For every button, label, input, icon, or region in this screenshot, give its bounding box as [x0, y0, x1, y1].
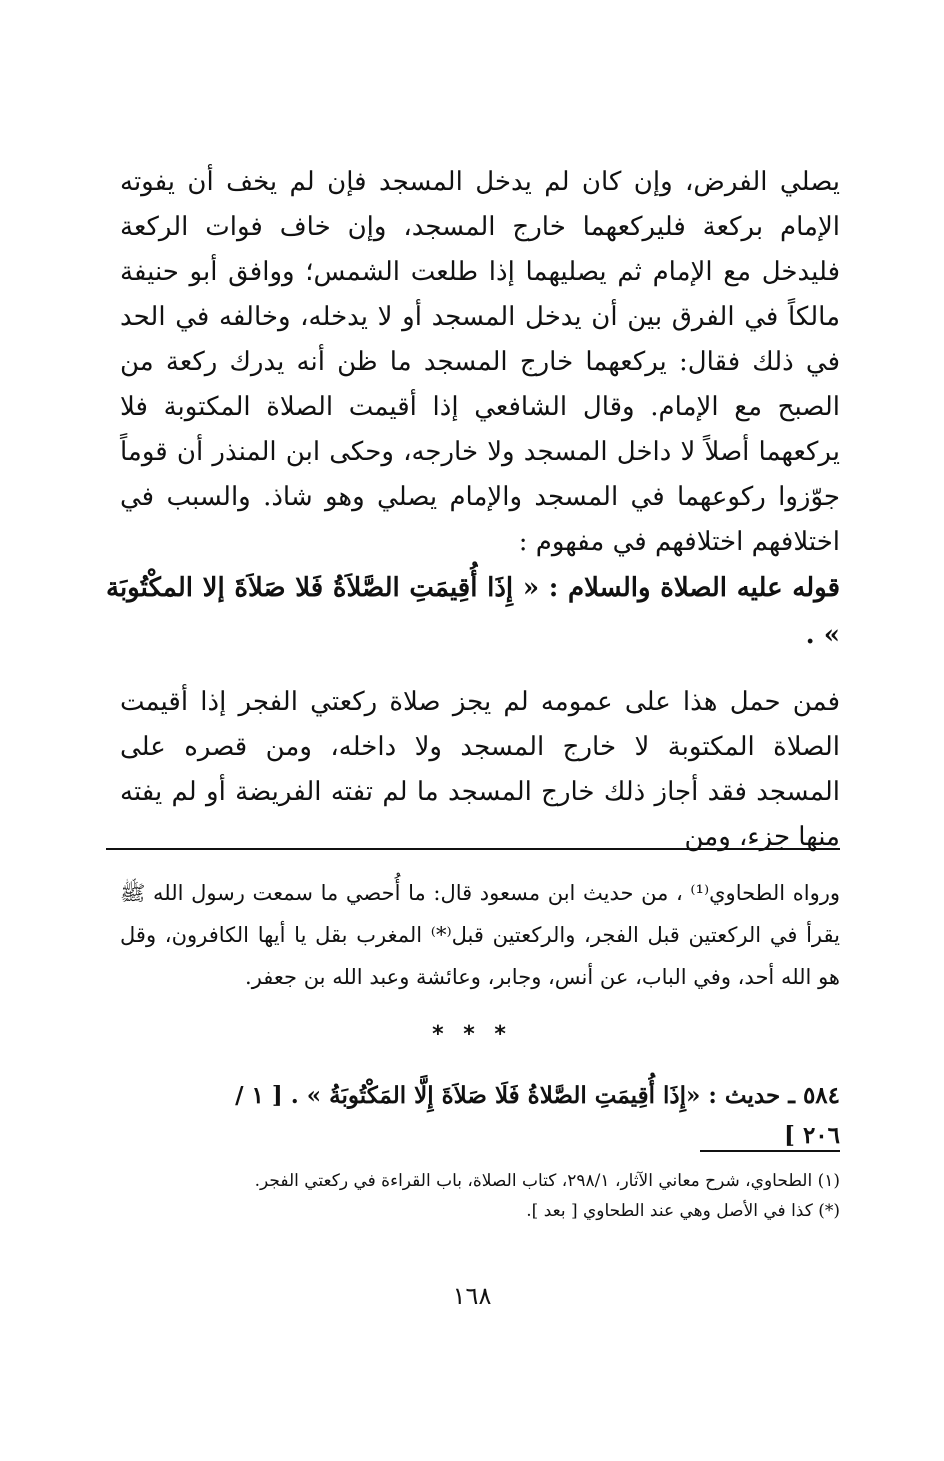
- footnotes: [150, 1166, 840, 1226]
- hadith-quote: قوله عليه الصلاة والسلام : « إِذَا أُقِيمَتِ الصَّلاَةُ فَلا صَلاَةَ إلا المكْتُوبَة » .: [106, 573, 840, 650]
- continuation-paragraph: فمن حمل هذا على عمومه لم يجز صلاة ركعتي الفجر إذا أقيمت الصلاة المكتوبة لا خارج المسجد ولا داخله، ومن قصره على المسجد فقد أجاز ذلك خارج المسجد ما لم تفته الفريضة أو لم يفته منها جزء، ومن: [120, 687, 840, 852]
- section-divider: [106, 848, 840, 850]
- page-number: ١٦٨: [452, 1282, 492, 1310]
- main-paragraph: يصلي الفرض، وإن كان لم يدخل المسجد فإن لم يخف أن يفوته الإمام بركعة فليركعهما خارج المسجد، وإن خاف فوات الركعة فليدخل مع الإمام ثم يصليهما إذا طلعت الشمس؛ ووافق أبو حنيفة مالكاً في الفرق بين أن يدخل المسجد أو لا يدخله، وخالفه في الحد في ذلك فقال: يركعهما خارج المسجد ما ظن أنه يدرك ركعة من الصبح مع الإمام. وقال الشافعي إذا أقيمت الصلاة المكتوبة فلا يركعهما أصلاً لا داخل المسجد ولا خارجه، وحكى ابن المنذر أن قوماً جوّزوا ركوعهما في المسجد والإمام يصلي وهو شاذ. والسبب في اختلافهم اختلافهم في مفهوم :: [120, 167, 840, 557]
- footnote-divider: [700, 1150, 840, 1152]
- footnote-1: (١) الطحاوي، شرح معاني الآثار، ٢٩٨/١، كتاب الصلاة، باب القراءة في ركعتي الفجر.: [254, 1171, 840, 1191]
- footnote-asterisk: (*) كذا في الأصل وهي عند الطحاوي [ بعد ].: [526, 1201, 840, 1221]
- annotation-paragraph: ورواه الطحاوي⁽¹⁾ ، من حديث ابن مسعود قال: ما أُحصي ما سمعت رسول الله ﷺ يقرأ في الركعتين قبل الفجر، والركعتين قبل⁽*⁾ المغرب بقل يا أيها الكافرون، وقل هو الله أحد، وفي الباب، عن أنس، وجابر، وعائشة وعبد الله بن جعفر.: [120, 881, 840, 989]
- hadith-reference: ٥٨٤ ـ حديث : «إِذَا أُقِيمَتِ الصَّلاةُ فَلَا صَلاَةَ إِلَّا المَكْتُوبَةُ » . [ ١ / ٢٠٦ ]: [235, 1082, 840, 1149]
- stars-separator: * * *: [432, 1022, 512, 1047]
